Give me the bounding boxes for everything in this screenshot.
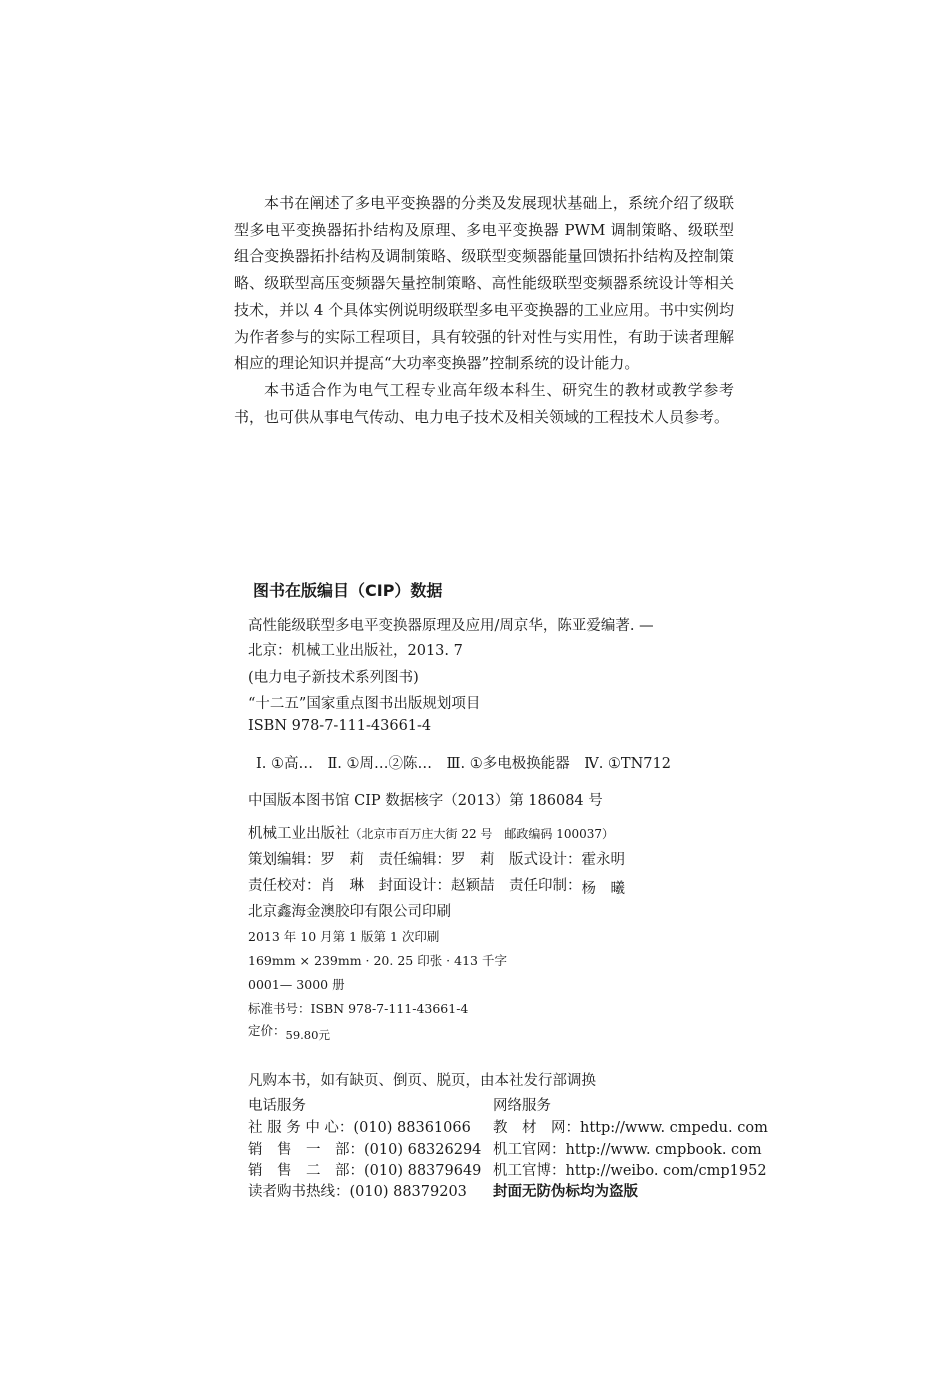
editors-line: 策划编辑：罗 莉 责任编辑：罗 莉 版式设计：霍永明 (248, 852, 625, 868)
cip-series: (电力电子新技术系列图书) (248, 670, 419, 686)
service-phone-2: 销 售 一 部：(010) 68326294 (248, 1142, 482, 1158)
service-phone-1: 社 服 务 中 心：(010) 88361066 (248, 1120, 471, 1136)
proofing-label: 责任校对：肖 琳 封面设计：赵颖喆 责任印制： (248, 878, 582, 894)
service-notice: 凡购本书，如有缺页、倒页、脱页，由本社发行部调换 (248, 1073, 596, 1089)
phone-service-header: 电话服务 (248, 1098, 306, 1114)
book-description (234, 190, 734, 430)
service-web-3: 机工官博：http://weibo. com/cmp1952 (493, 1163, 767, 1179)
publisher-line (248, 822, 614, 843)
isbn-line: 标准书号：ISBN 978-7-111-43661-4 (248, 1001, 469, 1016)
cip-line-1: 高性能级联型多电平变换器原理及应用/周京华，陈亚爱编著. — (248, 618, 654, 634)
price-line (248, 1021, 330, 1042)
cip-project: “十二五”国家重点图书出版规划项目 (248, 696, 481, 712)
cip-library-number: 中国版本图书馆 CIP 数据核字（2013）第 186084 号 (248, 793, 603, 809)
edition-line: 2013 年 10 月第 1 版第 1 次印刷 (248, 929, 440, 944)
printer-line: 北京鑫海金澳胶印有限公司印刷 (248, 904, 451, 920)
price-value: 59.80元 (285, 1028, 330, 1042)
service-phone-4: 读者购书热线：(010) 88379203 (248, 1184, 467, 1200)
print-manager: 杨 曦 (581, 881, 625, 897)
cip-isbn: ISBN 978-7-111-43661-4 (248, 718, 432, 734)
description-paragraph-1: 本书在阐述了多电平变换器的分类及发展现状基础上，系统介绍了级联型多电平变换器拓扑结构及原理、多电平变换器 PWM 调制策略、级联型组合变换器拓扑结构及调制策略、级联型变频器能量回馈拓扑结构及控制策略、级联型高压变频器矢量控制策略、高性能级联型变频器系统设计等相关技术，并以 4 个具体实例说明级联型多电平变换器的工业应用。书中实例均为作者参与的实际工程项目，具有较强的针对性与实用性，有助于读者理解相应的理论知识并提高“大功率变换器”控制系统的设计能力。 (234, 194, 734, 373)
price-label: 定价： (248, 1023, 286, 1038)
publisher-name: 机械工业出版社 (248, 826, 350, 842)
service-web-2: 机工官网：http://www. cmpbook. com (493, 1142, 762, 1158)
copies-line: 0001— 3000 册 (248, 977, 345, 992)
proofing-line (248, 874, 625, 895)
publisher-address: （北京市百万庄大街 22 号 邮政编码 100037） (349, 827, 615, 841)
service-web-1: 教 材 网：http://www. cmpedu. com (493, 1120, 768, 1136)
web-service-header: 网络服务 (493, 1098, 551, 1114)
anti-piracy-notice: 封面无防伪标均为盗版 (493, 1184, 638, 1200)
format-line: 169mm × 239mm · 20. 25 印张 · 413 千字 (248, 953, 507, 968)
cip-classification: Ⅰ. ①高… Ⅱ. ①周…②陈… Ⅲ. ①多电极换能器 Ⅳ. ①TN712 (256, 756, 671, 772)
description-paragraph-2: 本书适合作为电气工程专业高年级本科生、研究生的教材或教学参考书，也可供从事电气传动、电力电子技术及相关领域的工程技术人员参考。 (234, 380, 734, 426)
cip-line-2: 北京：机械工业出版社，2013. 7 (248, 643, 463, 659)
service-phone-3: 销 售 二 部：(010) 88379649 (248, 1163, 482, 1179)
cip-title: 图书在版编目（CIP）数据 (253, 581, 443, 600)
